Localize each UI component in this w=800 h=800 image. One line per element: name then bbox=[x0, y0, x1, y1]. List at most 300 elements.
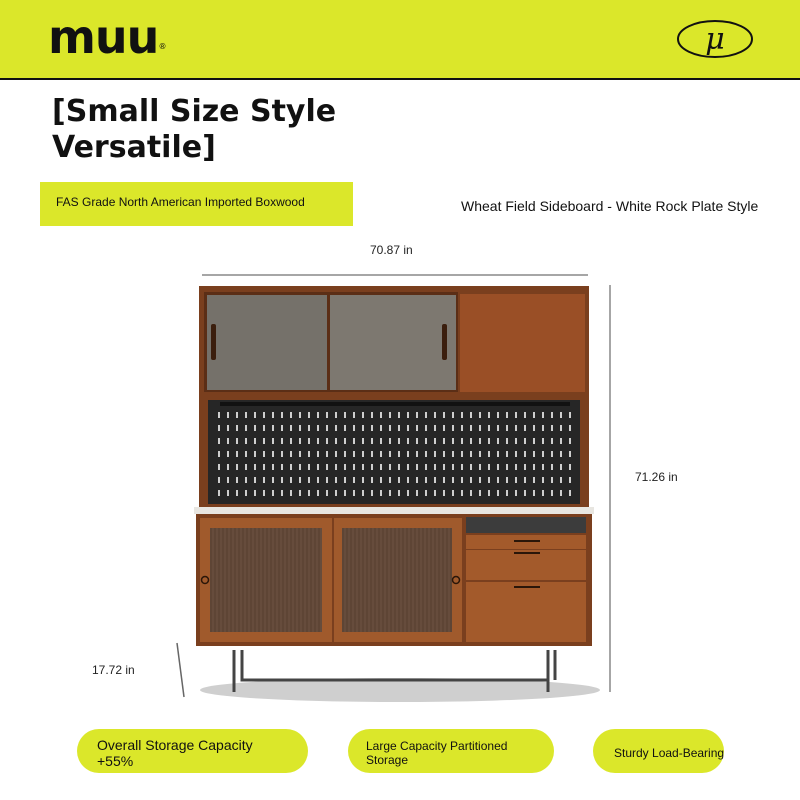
peg-hole bbox=[515, 412, 517, 418]
peg-hole bbox=[416, 438, 418, 444]
peg-hole bbox=[353, 425, 355, 431]
peg-hole bbox=[434, 477, 436, 483]
feature-load-bearing-line-1: Sturdy Load-Bearing bbox=[614, 746, 725, 760]
peg-hole bbox=[497, 490, 499, 496]
peg-hole bbox=[533, 412, 535, 418]
glass-door-right bbox=[330, 295, 456, 390]
peg-hole bbox=[569, 425, 571, 431]
peg-hole bbox=[218, 464, 220, 470]
peg-hole bbox=[470, 490, 472, 496]
peg-hole bbox=[398, 477, 400, 483]
peg-hole bbox=[344, 477, 346, 483]
peg-hole bbox=[461, 425, 463, 431]
peg-hole bbox=[371, 451, 373, 457]
peg-hole bbox=[506, 412, 508, 418]
peg-hole bbox=[470, 451, 472, 457]
peg-hole bbox=[317, 438, 319, 444]
peg-hole bbox=[236, 425, 238, 431]
width-label: 70.87 in bbox=[370, 243, 413, 257]
peg-hole bbox=[218, 425, 220, 431]
peg-hole bbox=[263, 425, 265, 431]
peg-hole bbox=[371, 412, 373, 418]
peg-hole bbox=[443, 451, 445, 457]
peg-hole bbox=[254, 451, 256, 457]
peg-hole bbox=[245, 477, 247, 483]
peg-hole bbox=[452, 438, 454, 444]
peg-hole bbox=[308, 412, 310, 418]
peg-hole bbox=[326, 438, 328, 444]
peg-hole bbox=[533, 477, 535, 483]
peg-hole bbox=[353, 490, 355, 496]
peg-hole bbox=[497, 425, 499, 431]
peg-hole bbox=[479, 425, 481, 431]
peg-hole bbox=[407, 464, 409, 470]
peg-hole bbox=[236, 477, 238, 483]
peg-hole bbox=[569, 477, 571, 483]
peg-hole bbox=[560, 425, 562, 431]
logo-text: muu bbox=[48, 10, 159, 64]
peg-hole bbox=[461, 451, 463, 457]
peg-hole bbox=[551, 438, 553, 444]
peg-hole bbox=[326, 425, 328, 431]
peg-hole bbox=[452, 412, 454, 418]
peg-hole bbox=[452, 464, 454, 470]
peg-hole bbox=[515, 477, 517, 483]
peg-hole bbox=[263, 438, 265, 444]
peg-hole bbox=[227, 477, 229, 483]
peg-hole bbox=[389, 490, 391, 496]
peg-hole bbox=[290, 451, 292, 457]
peg-hole bbox=[317, 412, 319, 418]
peg-hole bbox=[443, 438, 445, 444]
peg-hole bbox=[344, 451, 346, 457]
peg-hole bbox=[470, 425, 472, 431]
peg-hole bbox=[299, 451, 301, 457]
peg-hole bbox=[461, 477, 463, 483]
peg-hole bbox=[218, 451, 220, 457]
peg-hole bbox=[407, 477, 409, 483]
peg-hole bbox=[488, 412, 490, 418]
product-name: Wheat Field Sideboard - White Rock Plate Style bbox=[461, 198, 759, 214]
peg-hole bbox=[272, 425, 274, 431]
peg-hole bbox=[317, 464, 319, 470]
peg-hole bbox=[416, 477, 418, 483]
height-label: 71.26 in bbox=[635, 470, 678, 484]
feature-storage-line-2: +55% bbox=[97, 753, 134, 769]
material-tag-text: FAS Grade North American Imported Boxwood bbox=[56, 195, 305, 209]
peg-hole bbox=[281, 451, 283, 457]
peg-hole bbox=[245, 412, 247, 418]
peg-hole bbox=[479, 412, 481, 418]
peg-hole bbox=[560, 490, 562, 496]
peg-hole bbox=[326, 412, 328, 418]
peg-hole bbox=[443, 412, 445, 418]
peg-hole bbox=[488, 464, 490, 470]
peg-hole bbox=[551, 425, 553, 431]
peg-hole bbox=[371, 425, 373, 431]
peg-hole bbox=[398, 464, 400, 470]
peg-hole bbox=[515, 464, 517, 470]
peg-hole bbox=[407, 412, 409, 418]
peg-hole bbox=[416, 464, 418, 470]
peg-hole bbox=[281, 464, 283, 470]
peg-hole bbox=[398, 451, 400, 457]
wood-door-panel bbox=[460, 294, 585, 392]
peg-hole bbox=[236, 438, 238, 444]
peg-hole bbox=[344, 464, 346, 470]
peg-hole bbox=[524, 412, 526, 418]
peg-hole bbox=[443, 464, 445, 470]
peg-hole bbox=[416, 451, 418, 457]
peg-hole bbox=[362, 451, 364, 457]
peg-hole bbox=[263, 464, 265, 470]
peg-hole bbox=[353, 464, 355, 470]
depth-label: 17.72 in bbox=[92, 663, 135, 677]
peg-hole bbox=[263, 412, 265, 418]
peg-hole bbox=[290, 412, 292, 418]
peg-hole bbox=[254, 464, 256, 470]
peg-hole bbox=[560, 412, 562, 418]
peg-hole bbox=[488, 477, 490, 483]
peg-hole bbox=[479, 451, 481, 457]
peg-hole bbox=[380, 464, 382, 470]
upper-cabinet bbox=[199, 286, 589, 396]
peg-hole bbox=[272, 451, 274, 457]
peg-hole bbox=[236, 412, 238, 418]
peg-hole bbox=[290, 490, 292, 496]
peg-hole bbox=[299, 438, 301, 444]
peg-hole bbox=[551, 477, 553, 483]
peg-hole bbox=[479, 438, 481, 444]
peg-hole bbox=[299, 477, 301, 483]
peg-hole bbox=[416, 490, 418, 496]
peg-hole bbox=[569, 451, 571, 457]
peg-hole bbox=[569, 438, 571, 444]
peg-hole bbox=[533, 490, 535, 496]
peg-hole bbox=[263, 477, 265, 483]
peg-hole bbox=[272, 477, 274, 483]
peg-hole bbox=[542, 425, 544, 431]
peg-hole bbox=[344, 490, 346, 496]
peg-hole bbox=[560, 464, 562, 470]
peg-hole bbox=[362, 490, 364, 496]
feature-partitioned-text bbox=[366, 739, 507, 767]
peg-hole bbox=[245, 451, 247, 457]
door-handle-left bbox=[211, 324, 216, 360]
peg-hole bbox=[290, 425, 292, 431]
peg-hole bbox=[506, 425, 508, 431]
peg-hole bbox=[344, 438, 346, 444]
peg-hole bbox=[299, 490, 301, 496]
feature-storage-text bbox=[97, 737, 253, 769]
peg-hole bbox=[515, 425, 517, 431]
peg-hole bbox=[308, 490, 310, 496]
peg-hole bbox=[470, 477, 472, 483]
peg-hole bbox=[281, 412, 283, 418]
peg-hole bbox=[245, 438, 247, 444]
peg-hole bbox=[344, 412, 346, 418]
peg-hole bbox=[470, 438, 472, 444]
depth-dimension-line bbox=[177, 643, 184, 697]
peg-hole bbox=[218, 490, 220, 496]
peg-hole bbox=[425, 464, 427, 470]
peg-hole bbox=[425, 477, 427, 483]
peg-hole bbox=[488, 451, 490, 457]
peg-hole bbox=[425, 425, 427, 431]
peg-hole bbox=[254, 425, 256, 431]
peg-hole bbox=[506, 464, 508, 470]
peg-hole bbox=[524, 477, 526, 483]
peg-hole bbox=[533, 425, 535, 431]
peg-hole bbox=[353, 412, 355, 418]
peg-hole bbox=[362, 425, 364, 431]
pegboard-section bbox=[199, 396, 589, 508]
peg-hole bbox=[452, 490, 454, 496]
peg-hole bbox=[452, 477, 454, 483]
peg-hole bbox=[353, 438, 355, 444]
peg-hole bbox=[389, 464, 391, 470]
peg-hole bbox=[533, 451, 535, 457]
peg-hole bbox=[236, 464, 238, 470]
peg-hole bbox=[236, 451, 238, 457]
peg-hole bbox=[227, 425, 229, 431]
peg-hole bbox=[254, 412, 256, 418]
peg-hole bbox=[434, 412, 436, 418]
peg-hole bbox=[272, 412, 274, 418]
peg-hole bbox=[524, 438, 526, 444]
peg-hole bbox=[380, 412, 382, 418]
peg-hole bbox=[479, 490, 481, 496]
glass-door-left bbox=[207, 295, 327, 390]
peg-hole bbox=[479, 464, 481, 470]
peg-hole bbox=[272, 464, 274, 470]
drawer-2 bbox=[466, 550, 586, 580]
peg-hole bbox=[290, 477, 292, 483]
peg-hole bbox=[380, 438, 382, 444]
peg-hole bbox=[371, 477, 373, 483]
peg-hole bbox=[371, 464, 373, 470]
peg-hole bbox=[245, 464, 247, 470]
peg-hole bbox=[425, 451, 427, 457]
peg-hole bbox=[263, 490, 265, 496]
peg-hole bbox=[524, 451, 526, 457]
peg-hole bbox=[272, 438, 274, 444]
peg-hole bbox=[389, 438, 391, 444]
peg-hole bbox=[227, 438, 229, 444]
peg-hole bbox=[425, 490, 427, 496]
peg-hole bbox=[497, 438, 499, 444]
peg-hole bbox=[497, 412, 499, 418]
peg-hole bbox=[398, 438, 400, 444]
peg-hole bbox=[506, 451, 508, 457]
peg-hole bbox=[497, 477, 499, 483]
peg-hole bbox=[281, 438, 283, 444]
peg-hole bbox=[542, 464, 544, 470]
peg-hole bbox=[335, 425, 337, 431]
peg-hole bbox=[542, 412, 544, 418]
peg-hole bbox=[398, 490, 400, 496]
peg-hole bbox=[335, 438, 337, 444]
peg-hole bbox=[515, 451, 517, 457]
feature-partitioned-line-2: Storage bbox=[366, 753, 409, 767]
peg-hole bbox=[506, 490, 508, 496]
peg-hole bbox=[551, 412, 553, 418]
peg-hole bbox=[434, 451, 436, 457]
peg-hole bbox=[362, 412, 364, 418]
peg-hole bbox=[560, 451, 562, 457]
peg-hole bbox=[524, 464, 526, 470]
peg-hole bbox=[218, 477, 220, 483]
peg-hole bbox=[290, 438, 292, 444]
peg-hole bbox=[488, 425, 490, 431]
peg-hole bbox=[353, 477, 355, 483]
peg-hole bbox=[362, 464, 364, 470]
peg-hole bbox=[434, 490, 436, 496]
peg-hole bbox=[299, 464, 301, 470]
peg-hole bbox=[236, 490, 238, 496]
peg-hole bbox=[335, 412, 337, 418]
peg-hole bbox=[254, 490, 256, 496]
peg-hole bbox=[407, 451, 409, 457]
peg-hole bbox=[389, 477, 391, 483]
peg-hole bbox=[542, 451, 544, 457]
peg-hole bbox=[524, 425, 526, 431]
peg-hole bbox=[362, 477, 364, 483]
peg-hole bbox=[218, 412, 220, 418]
peg-hole bbox=[227, 412, 229, 418]
peg-hole bbox=[362, 438, 364, 444]
peg-hole bbox=[326, 451, 328, 457]
peg-hole bbox=[290, 464, 292, 470]
peg-hole bbox=[497, 464, 499, 470]
peg-hole bbox=[398, 412, 400, 418]
peg-hole bbox=[551, 490, 553, 496]
peg-hole bbox=[227, 490, 229, 496]
white-rock-top bbox=[194, 507, 594, 514]
peg-hole bbox=[497, 451, 499, 457]
peg-hole bbox=[317, 425, 319, 431]
peg-hole bbox=[551, 464, 553, 470]
peg-hole bbox=[317, 477, 319, 483]
peg-hole bbox=[569, 490, 571, 496]
peg-hole bbox=[461, 464, 463, 470]
peg-hole bbox=[254, 477, 256, 483]
floor-shadow bbox=[200, 678, 600, 702]
peg-hole bbox=[263, 451, 265, 457]
peg-hole bbox=[461, 438, 463, 444]
peg-hole bbox=[335, 451, 337, 457]
peg-hole bbox=[569, 464, 571, 470]
peg-hole bbox=[515, 490, 517, 496]
peg-hole bbox=[353, 451, 355, 457]
peg-hole bbox=[308, 451, 310, 457]
peg-hole bbox=[425, 412, 427, 418]
peg-hole bbox=[542, 490, 544, 496]
peg-hole bbox=[542, 438, 544, 444]
peg-hole bbox=[515, 438, 517, 444]
peg-hole bbox=[380, 425, 382, 431]
peg-hole bbox=[479, 477, 481, 483]
peg-hole bbox=[398, 425, 400, 431]
peg-hole bbox=[443, 490, 445, 496]
peg-hole bbox=[281, 425, 283, 431]
peg-hole bbox=[317, 451, 319, 457]
peg-hole bbox=[335, 464, 337, 470]
peg-hole bbox=[344, 425, 346, 431]
peg-hole bbox=[407, 425, 409, 431]
peg-hole bbox=[371, 490, 373, 496]
peg-hole bbox=[308, 477, 310, 483]
peg-hole bbox=[326, 464, 328, 470]
peg-hole bbox=[407, 490, 409, 496]
title-line-2: Versatile] bbox=[52, 130, 216, 165]
peg-hole bbox=[380, 490, 382, 496]
peg-hole bbox=[434, 425, 436, 431]
peg-hole bbox=[443, 425, 445, 431]
peg-hole bbox=[299, 425, 301, 431]
lower-cabinet bbox=[196, 514, 592, 646]
peg-hole bbox=[227, 451, 229, 457]
peg-hole bbox=[407, 438, 409, 444]
peg-hole bbox=[560, 477, 562, 483]
peg-hole bbox=[488, 438, 490, 444]
peg-hole bbox=[443, 477, 445, 483]
peg-hole bbox=[380, 451, 382, 457]
peg-hole bbox=[317, 490, 319, 496]
peg-hole bbox=[416, 425, 418, 431]
peg-hole bbox=[371, 438, 373, 444]
peg-hole bbox=[470, 412, 472, 418]
feature-storage-line-1: Overall Storage Capacity bbox=[97, 737, 253, 753]
peg-hole bbox=[452, 425, 454, 431]
peg-hole bbox=[506, 477, 508, 483]
title-line-1: [Small Size Style bbox=[52, 94, 337, 129]
feature-load-bearing-text bbox=[614, 746, 724, 760]
peg-hole bbox=[308, 464, 310, 470]
peg-hole bbox=[488, 490, 490, 496]
peg-hole bbox=[299, 412, 301, 418]
door-handle-right bbox=[442, 324, 447, 360]
peg-hole bbox=[245, 490, 247, 496]
peg-hole bbox=[533, 464, 535, 470]
peg-hole bbox=[326, 490, 328, 496]
peg-hole bbox=[452, 451, 454, 457]
peg-hole bbox=[389, 451, 391, 457]
feature-partitioned-line-1: Large Capacity Partitioned bbox=[366, 739, 508, 753]
peg-hole bbox=[434, 464, 436, 470]
peg-hole bbox=[506, 438, 508, 444]
peg-hole bbox=[533, 438, 535, 444]
peg-hole bbox=[272, 490, 274, 496]
peg-hole bbox=[281, 477, 283, 483]
peg-hole bbox=[416, 412, 418, 418]
peg-hole bbox=[470, 464, 472, 470]
peg-hole bbox=[551, 451, 553, 457]
peg-hole bbox=[380, 477, 382, 483]
peg-hole bbox=[524, 490, 526, 496]
peg-hole bbox=[425, 438, 427, 444]
peg-hole bbox=[389, 425, 391, 431]
peg-hole bbox=[308, 438, 310, 444]
peg-hole bbox=[434, 438, 436, 444]
peg-hole bbox=[335, 477, 337, 483]
peg-hole bbox=[560, 438, 562, 444]
peg-hole bbox=[308, 425, 310, 431]
peg-hole bbox=[335, 490, 337, 496]
drawer-3 bbox=[466, 582, 586, 642]
peg-hole bbox=[218, 438, 220, 444]
peg-hole bbox=[227, 464, 229, 470]
